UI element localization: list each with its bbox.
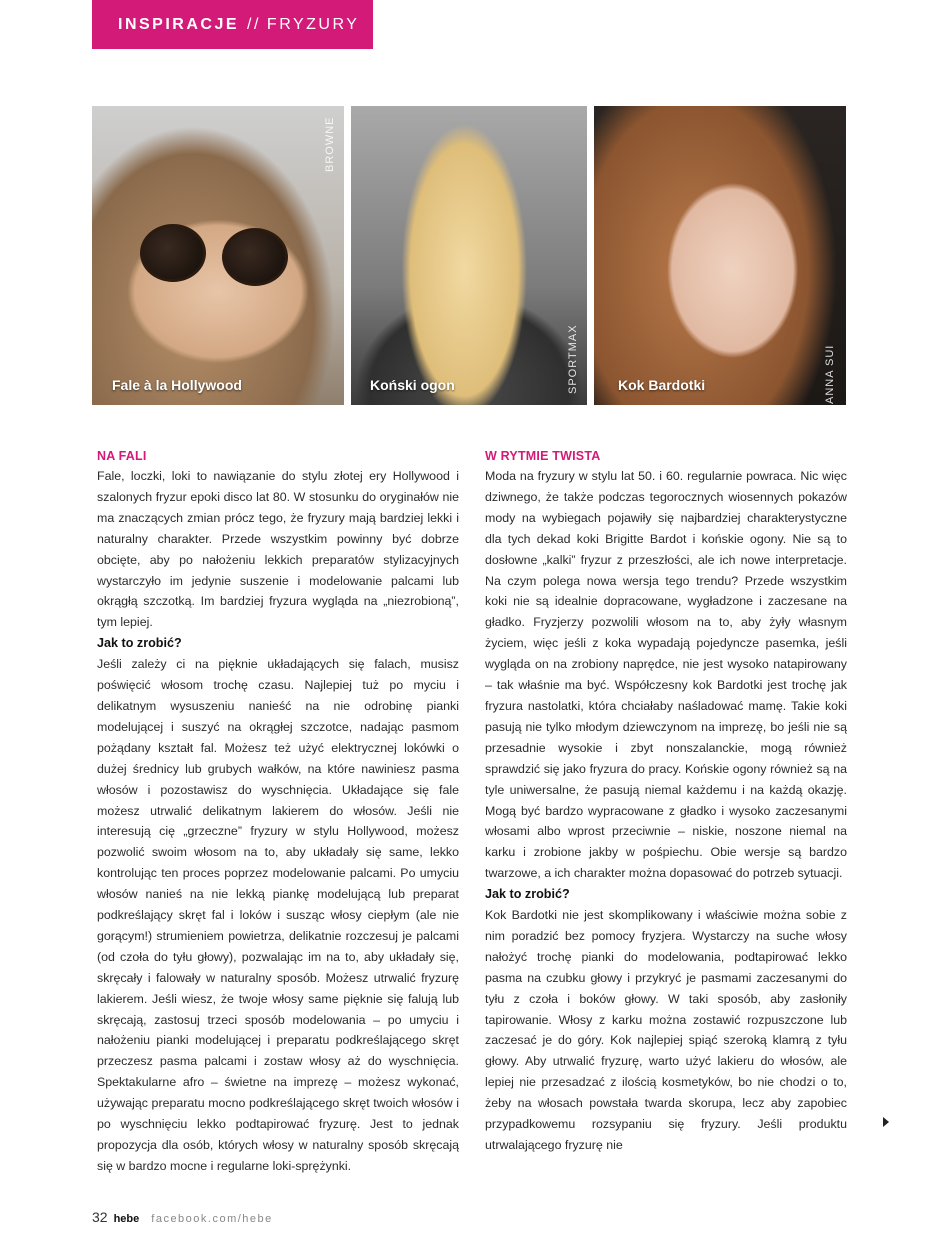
article-column-right bbox=[485, 446, 847, 1156]
continue-arrow-icon bbox=[883, 1117, 889, 1127]
sunglasses-lens-right bbox=[222, 228, 288, 286]
photo-caption: Koński ogon bbox=[370, 377, 455, 393]
intro-paragraph: Moda na fryzury w stylu lat 50. i 60. regularnie powraca. Nic więc dziwnego, że także podczas tegorocznych wiosennych pokazów mody na wybiegach pojawiły się najbardziej charakterystyczne dla tych dekad koki Brigitte Bardot i końskie ogony. Nie są to dosłowne „kalki” fryzur z przeszłości, ale ich nowe interpretacje. Na czym polega nowa wersja tego trendu? Przede wszystkim koki nie są idealnie dopracowane, wygładzone i zaczesane na gładko. Fryzjerzy pozwolili włosom na to, aby żyły własnym życiem, więc jeśli z koka wypadają pojedyncze pasemka, jeśli wygląda on na zrobiony naprędce, nie jest wysoko natapirowany – tak właśnie ma być. Współczesny kok Bardotki jest trochę jak fryzura nastolatki, która chciałaby naśladować mamę. Takie koki pasują nie tylko młodym dziewczynom na imprezę, bo jeśli nie są przesadnie wysokie i zbyt nonszalanckie, mogą również sprawdzić się jako fryzura do pracy. Końskie ogony również są na tyle uniwersalne, że pasują niemal każdemu i na każdą okazję. Mogą być bardzo wypracowane z gładko i wysoko zaczesanymi włosami albo wprost przeciwnie – niskie, noszone niemal na karku i zrobione jakby w pośpiechu. Obie wersje są bardzo twarzowe, a ich charakter można dopasować do potrzeb sytuacji. bbox=[485, 469, 847, 881]
photo-caption: Kok Bardotki bbox=[618, 377, 706, 393]
photo-credit: ANNA SUI bbox=[824, 344, 836, 404]
photo-ponytail bbox=[351, 106, 587, 405]
subheading: Jak to zrobić? bbox=[97, 636, 182, 651]
section-title: INSPIRACJE bbox=[118, 15, 240, 33]
photo-credit: BROWNE bbox=[324, 116, 336, 172]
photo-hollywood-waves bbox=[92, 106, 344, 405]
body-paragraph: Jeśli zależy ci na pięknie układających się falach, musisz poświęcić włosom trochę czasu. Najlepiej tuż po myciu i delikatnym wysuszeniu nanieść na nie odrobinę pianki modelującej i suszyć na okrągłej szczotce, nadając pasmom pożądany kształt fal. Możesz też użyć elektrycznej lokówki o dużej średnicy lub grubych wałków, na które nawiniesz pasma włosów i pozostawisz do wyschnięcia. Układające się fale możesz utrwalić delikatnym lakierem do włosów. Jeśli nie interesują cię „grzeczne” fryzury w stylu Hollywood, możesz pozwolić swoim włosom na to, aby układały się same, lekko kontrolując ten proces poprzez modelowanie palcami. Po umyciu włosów nanieś na nie lekką piankę modelującą lub preparat podkreślający skręt fal i loków i susząc włosy ciepłym (ale nie gorącym!) strumieniem powietrza, delikatnie rozczesuj je palcami (od czoła do tyłu głowy), pozwalając im na to, aby układały się, skręcały i falowały w naturalny sposób. Możesz utrwalić fryzurę lakierem. Jeśli wiesz, że twoje włosy same pięknie się falują lub skręcają, zastosuj trzeci sposób modelowania – po umyciu i nałożeniu pianki modelującej i preparatu podkreślającego skręt przeczesz pasma palcami i zostaw włosy aż do wyschnięcia. Spektakularne afro – świetne na imprezę – możesz wykonać, używając preparatu mocno podkreślającego skręt twoich włosów i po wyschnięciu lekko podtapirować fryzurę. Jest to jednak propozycja dla osób, których włosy w naturalny sposób skręcają się w bardzo mocne i regularne loki-sprężynki. bbox=[97, 657, 459, 1173]
sunglasses-lens-left bbox=[140, 224, 206, 282]
page-footer bbox=[92, 1209, 273, 1225]
photo-caption: Fale à la Hollywood bbox=[112, 377, 242, 393]
section-heading: W RYTMIE TWISTA bbox=[485, 449, 601, 463]
article-column-left bbox=[97, 446, 459, 1177]
photo-bardot-bun bbox=[594, 106, 846, 405]
section-subtitle: FRYZURY bbox=[266, 15, 360, 33]
section-separator: // bbox=[247, 15, 261, 33]
intro-paragraph: Fale, loczki, loki to nawiązanie do stylu złotej ery Hollywood i szalonych fryzur epoki disco lat 80. W stosunku do oryginałów nie ma znaczących zmian prócz tego, że fryzury mają bardziej lekki i naturalny charakter. Przede wszystkim powinny być dobrze obcięte, aby po nałożeniu lekkich preparatów stylizacyjnych wystarczyło im jedynie suszenie i modelowanie palcami lub okrągłą szczotką. Im bardziej fryzura wygląda na „niezrobioną”, tym lepiej. bbox=[97, 469, 459, 630]
brand-logo: hebe bbox=[113, 1213, 140, 1225]
subheading: Jak to zrobić? bbox=[485, 887, 570, 902]
page-number: 32 bbox=[92, 1209, 108, 1225]
photo-credit: SPORTMAX bbox=[567, 324, 579, 394]
facebook-link[interactable]: facebook.com/hebe bbox=[151, 1213, 273, 1225]
body-paragraph: Kok Bardotki nie jest skomplikowany i właściwie można sobie z nim poradzić bez pomocy fryzjera. Wystarczy na suche włosy nałożyć trochę pianki do modelowania, podtapirować lekko pasma na czubku głowy i przykryć je pasmami zaczesanymi do tyłu z czoła i boków głowy. W taki sposób, aby zasłoniły tapirowanie. Włosy z karku można zostawić rozpuszczone lub zaczesać je do góry. Kok najlepiej spiąć szeroką klamrą z tyłu głowy. Aby utrwalić fryzurę, warto użyć lakieru do włosów, ale lepiej nie przesadzać z ilością kosmetyków, bo nie chodzi o to, żeby na włosach powstała twarda skorupa, lecz aby zapobiec przypadkowemu rozsypaniu się fryzury. Jeśli produktu utrwalającego fryzurę nie bbox=[485, 908, 847, 1152]
section-heading: NA FALI bbox=[97, 449, 147, 463]
section-header bbox=[92, 0, 373, 49]
